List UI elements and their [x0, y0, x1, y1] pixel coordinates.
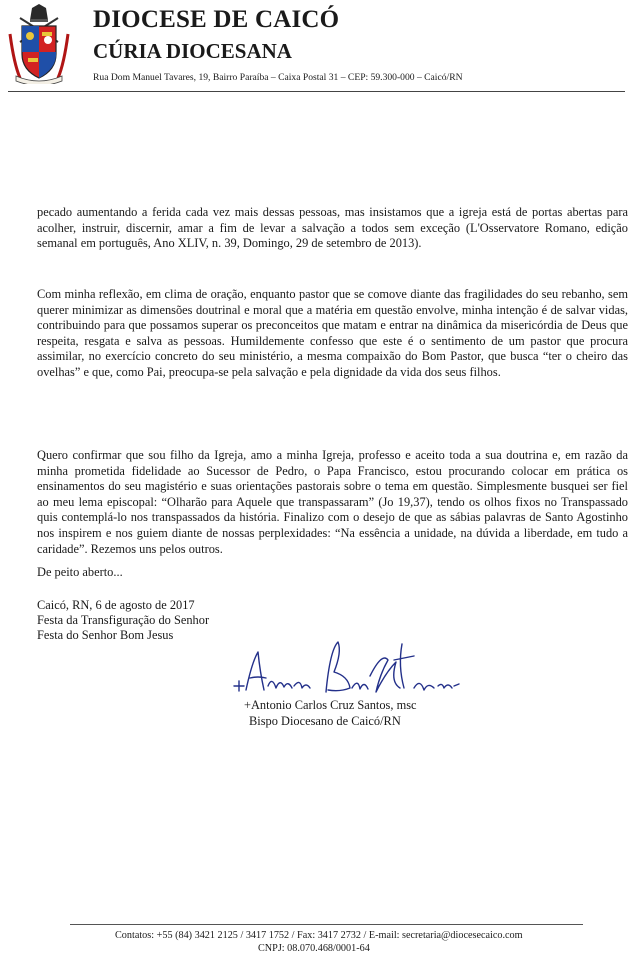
handwritten-signature-icon	[230, 632, 460, 698]
closing-greeting: De peito aberto...	[37, 565, 123, 579]
footer-cnpj: CNPJ: 08.070.468/0001-64	[258, 943, 370, 954]
paragraph-1: pecado aumentando a ferida cada vez mais dessas pessoas, mas insistamos que a igreja está de portas abertas para acolher, instruir, discernir, amar a fim de levar a salvação a todos sem exceção (L'Osservatore Romano, edição semanal em português, Ano XLIV, n. 39, Domingo, 29 de setembro de 2013).	[37, 205, 628, 251]
diocesan-crest-icon	[6, 4, 72, 84]
feast-line-1: Festa da Transfiguração do Senhor	[37, 613, 210, 627]
signatory-role: Bispo Diocesano de Caicó/RN	[249, 714, 401, 728]
paragraph-3: Quero confirmar que sou filho da Igreja, amo a minha Igreja, professo e aceito toda a sua doutrina e, em razão da minha prometida fidelidade ao Sucessor de Pedro, o Papa Francisco, estou procurando colocar em prática os ensinamentos do seu magistério e suas orientações pastorais sobre o tema em questão. Simplesmente busquei ser fiel ao meu lema episcopal: “Olharão para Aquele que transpassaram” (Jo 19,37), tendo os olhos fixos no Transpassado quis contemplá-lo nos transpassados da história. Finalizo com o desejo de que as sábias palavras de Santo Agostinho nos inspirem e nos guiem diante de nossas perplexidades: “Na essência a unidade, na dúvida a liberdade, em tudo a caridade”. Rezemos uns pelos outros.	[37, 448, 628, 556]
letterhead-address: Rua Dom Manuel Tavares, 19, Bairro Paraíba – Caixa Postal 31 – CEP: 59.300-000 – Caicó/RN	[93, 72, 463, 83]
feast-line-2: Festa do Senhor Bom Jesus	[37, 628, 174, 642]
footer-divider	[70, 924, 583, 925]
footer-contacts: Contatos: +55 (84) 3421 2125 / 3417 1752 / Fax: 3417 2732 / E-mail: secretaria@diocesecaico.com	[115, 930, 523, 941]
header-divider	[8, 91, 625, 92]
diocese-title: DIOCESE DE CAICÓ	[93, 6, 340, 33]
date-line: Caicó, RN, 6 de agosto de 2017	[37, 598, 195, 612]
signatory-name: +Antonio Carlos Cruz Santos, msc	[244, 698, 417, 712]
curia-subtitle: CÚRIA DIOCESANA	[93, 39, 292, 63]
paragraph-2: Com minha reflexão, em clima de oração, enquanto pastor que se comove diante das fragilidades do seu rebanho, sem querer minimizar as dimensões doutrinal e moral que a matéria em questão envolve, minha intenção é de salvar vidas, contribuindo para que possamos superar os preconceitos que matam e entrar na dinâmica da misericórdia de Deus que respeita, resgata e salva as pessoas. Humildemente confesso que este é o sentimento de um pastor que procura assimilar, no exercício concreto do seu ministério, a mesma compaixão do Bom Pastor, que busca “ter o cheiro das ovelhas” e que, como Pai, preocupa-se pela salvação e pela dignidade da vida dos seus filhos.	[37, 287, 628, 379]
